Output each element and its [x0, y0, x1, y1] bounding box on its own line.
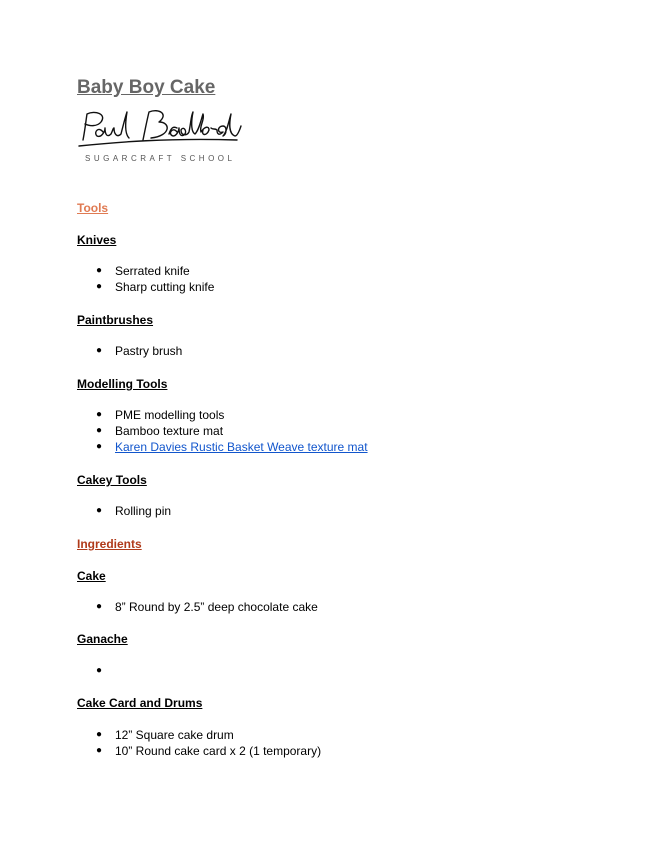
- bullet-icon: ●: [96, 665, 103, 676]
- bullet-icon: ●: [96, 265, 103, 276]
- paintbrushes-heading: Paintbrushes: [77, 313, 154, 327]
- list-item: [0, 503, 171, 519]
- cakey-tools-heading: Cakey Tools: [77, 473, 147, 487]
- page-title: Baby Boy Cake: [77, 77, 216, 98]
- paintbrushes-list: [0, 343, 182, 359]
- bullet-icon: ●: [96, 425, 103, 436]
- paul-bradford-logo: [77, 108, 247, 168]
- bullet-icon: ●: [96, 281, 103, 292]
- list-item-text: 8” Round by 2.5” deep chocolate cake: [115, 600, 318, 614]
- tools-heading: Tools: [77, 201, 109, 215]
- bullet-icon: ●: [96, 601, 103, 612]
- modelling-tools-list: [0, 407, 368, 455]
- list-item: [0, 279, 214, 295]
- list-item: [0, 407, 368, 423]
- ganache-heading: Ganache: [77, 632, 128, 646]
- list-item-text: Sharp cutting knife: [115, 280, 215, 294]
- list-item-text: Rolling pin: [115, 504, 172, 518]
- list-item: [0, 423, 368, 439]
- bullet-icon: ●: [96, 505, 103, 516]
- texture-mat-link[interactable]: Karen Davies Rustic Basket Weave texture mat: [115, 440, 368, 454]
- ingredients-heading: Ingredients: [77, 537, 142, 551]
- list-item: [0, 743, 321, 759]
- list-item: [0, 663, 115, 679]
- modelling-tools-heading: Modelling Tools: [77, 377, 168, 391]
- bullet-icon: ●: [96, 745, 103, 756]
- cake-card-drums-heading: Cake Card and Drums: [77, 696, 203, 710]
- list-item: [0, 727, 321, 743]
- bullet-icon: ●: [96, 729, 103, 740]
- list-item: [0, 263, 214, 279]
- signature-logo-graphic: [77, 108, 247, 153]
- knives-list: [0, 263, 214, 295]
- list-item: [0, 343, 182, 359]
- cakey-tools-list: [0, 503, 171, 519]
- list-item: [0, 439, 368, 455]
- list-item-text: Serrated knife: [115, 264, 190, 278]
- bullet-icon: ●: [96, 345, 103, 356]
- cake-heading: Cake: [77, 569, 106, 583]
- knives-heading: Knives: [77, 233, 117, 247]
- list-item-text: 10” Round cake card x 2 (1 temporary): [115, 744, 322, 758]
- logo-tagline: SUGARCRAFT SCHOOL: [85, 154, 236, 163]
- list-item-text: Pastry brush: [115, 344, 183, 358]
- bullet-icon: ●: [96, 409, 103, 420]
- cake-card-drums-list: [0, 727, 321, 759]
- list-item: [0, 599, 318, 615]
- list-item-text: PME modelling tools: [115, 408, 225, 422]
- list-item-text: Bamboo texture mat: [115, 424, 224, 438]
- bullet-icon: ●: [96, 441, 103, 452]
- ganache-list: [0, 663, 115, 679]
- cake-list: [0, 599, 318, 615]
- list-item-text: 12” Square cake drum: [115, 728, 234, 742]
